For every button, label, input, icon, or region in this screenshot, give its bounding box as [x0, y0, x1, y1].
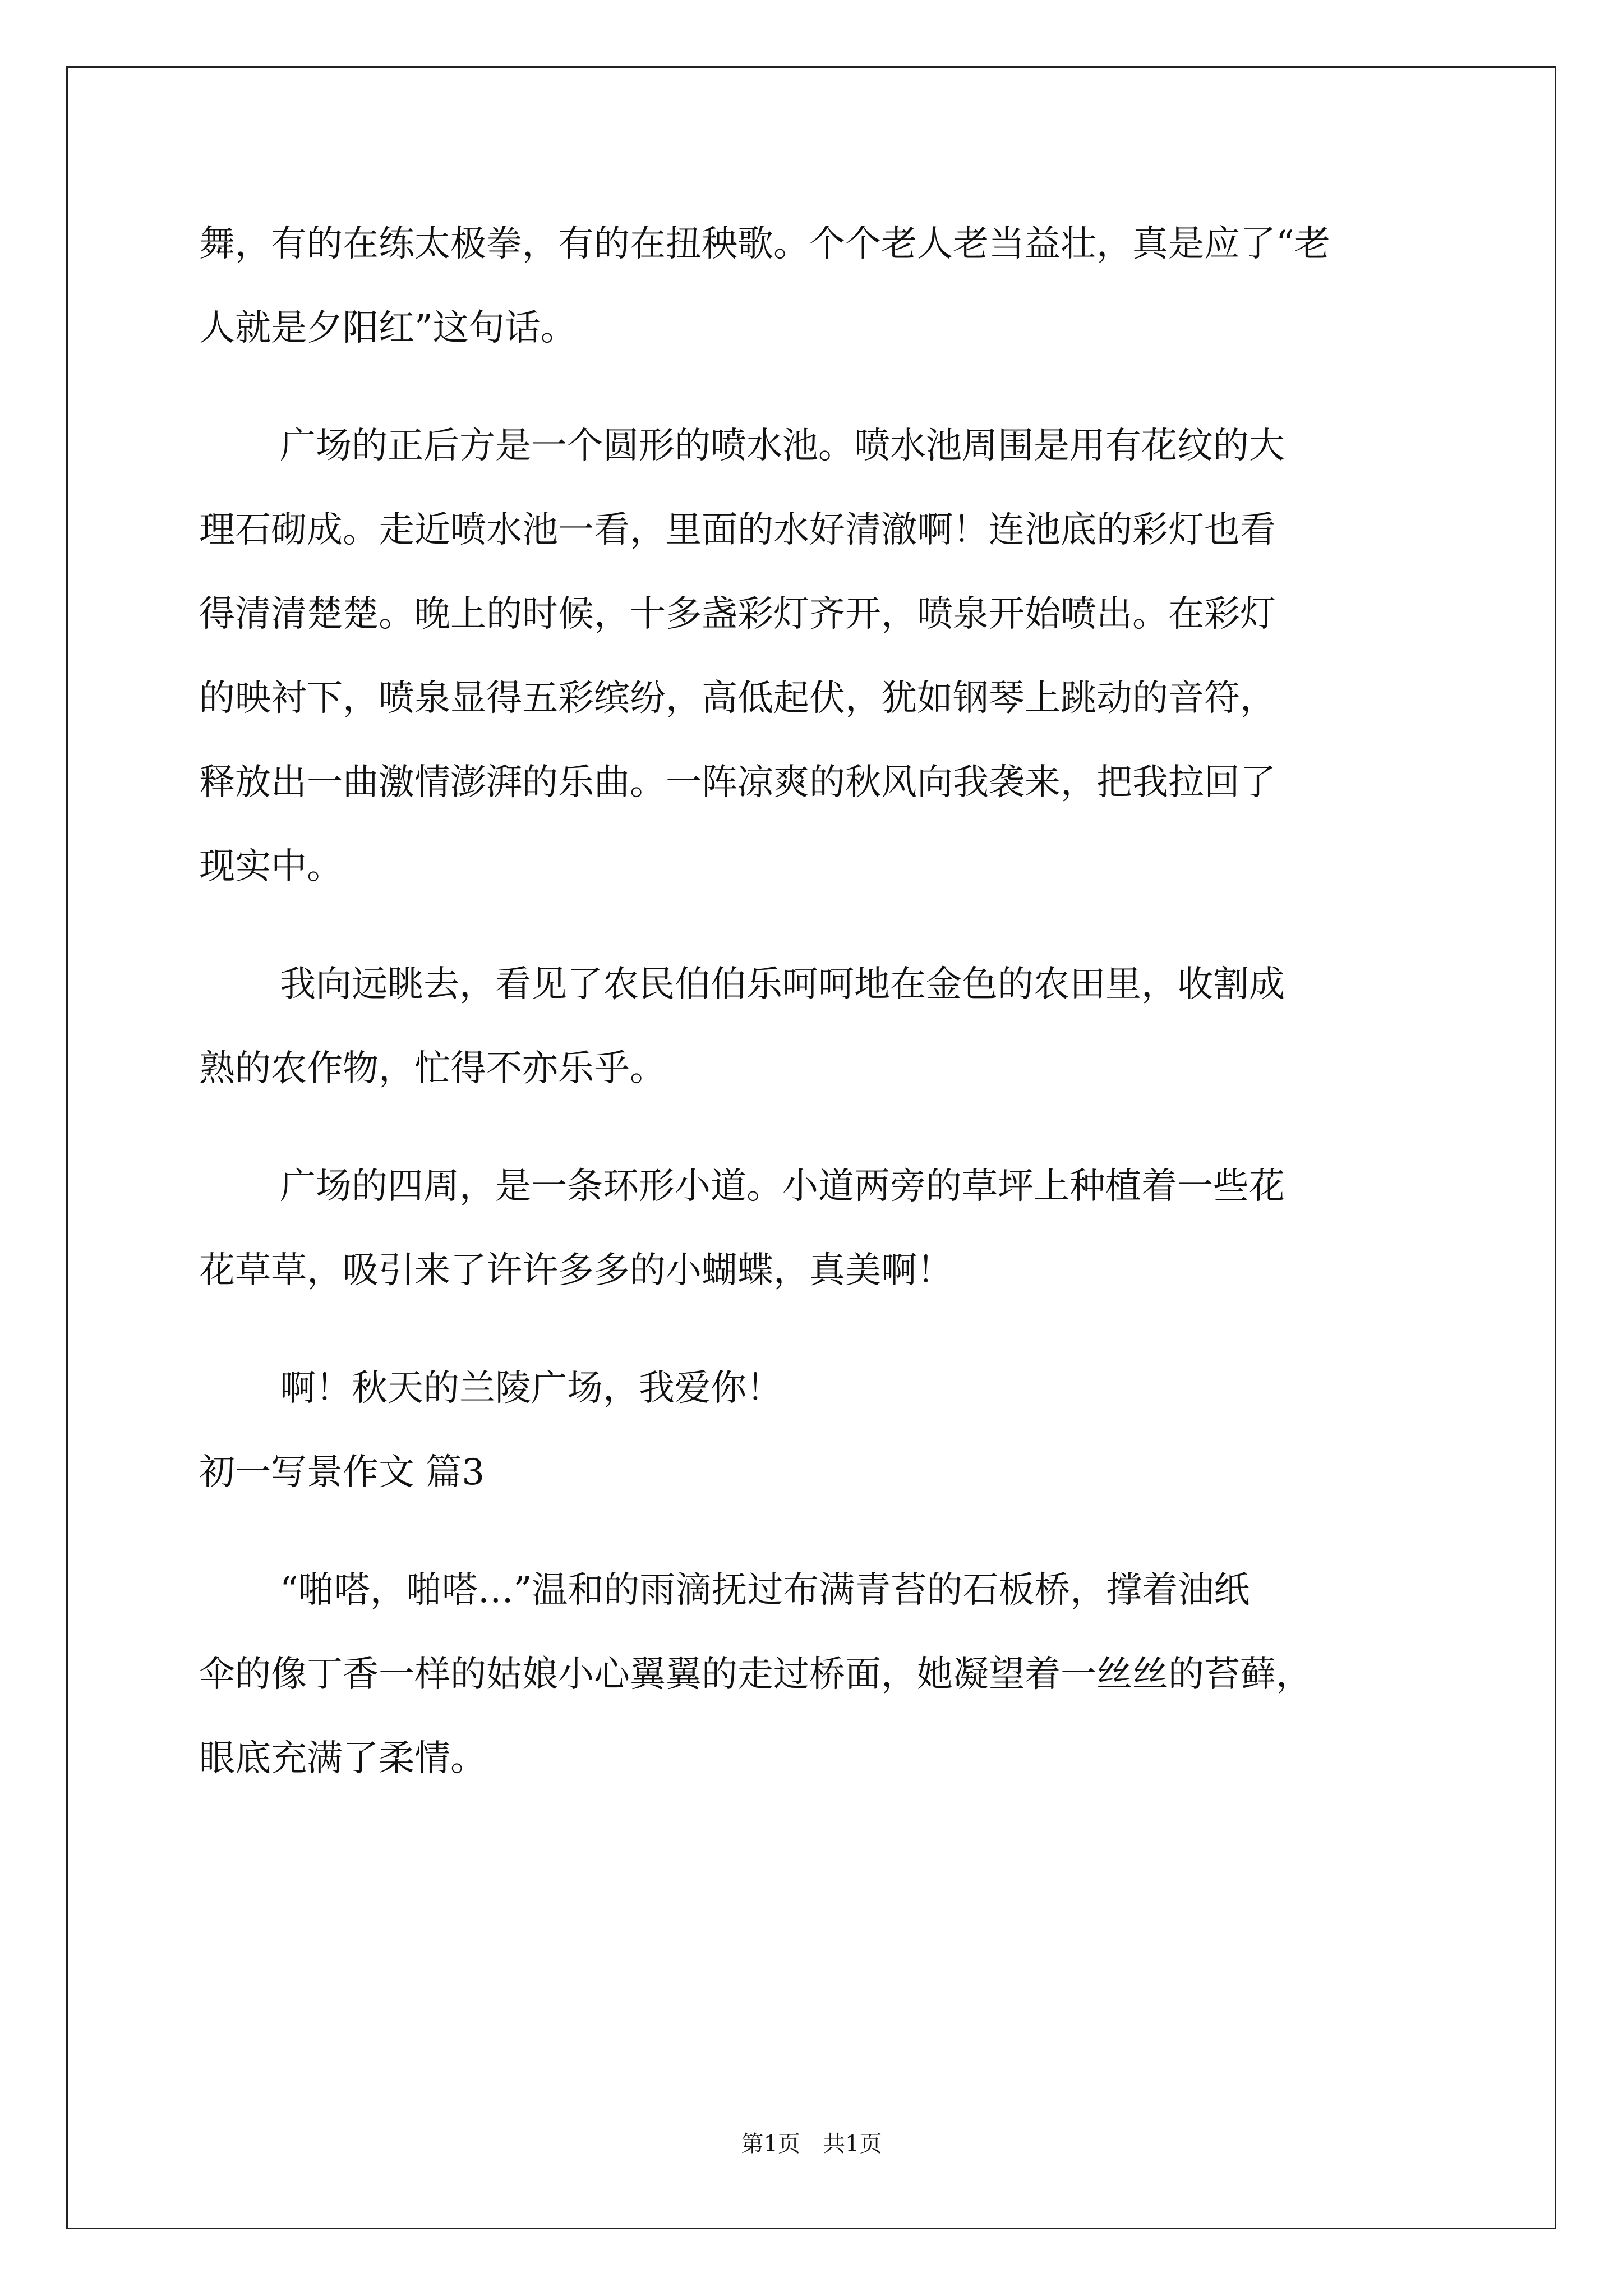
text-line: 啊！秋天的兰陵广场，我爱你！	[280, 1368, 782, 1409]
page-footer	[0, 2126, 1623, 2158]
page-number: 第1页	[741, 2131, 800, 2157]
text-line: 广场的四周，是一条环形小道。小道两旁的草坪上种植着一些花	[280, 1166, 1285, 1207]
text-line: 的映衬下，喷泉显得五彩缤纷，高低起伏，犹如钢琴上跳动的音符，	[199, 678, 1276, 719]
text-line: 花草草，吸引来了许许多多的小蝴蝶，真美啊！	[199, 1250, 953, 1291]
text-line: 眼底充满了柔情。	[199, 1738, 486, 1779]
text-line: 人就是夕阳红”这句话。	[199, 307, 577, 349]
text-line: 释放出一曲激情澎湃的乐曲。一阵凉爽的秋风向我袭来，把我拉回了	[199, 762, 1276, 803]
text-line: 伞的像丁香一样的姑娘小心翼翼的走过桥面，她凝望着一丝丝的苔藓，	[199, 1654, 1312, 1695]
text-line: 现实中。	[199, 846, 343, 887]
text-line: “啪嗒，啪嗒…”温和的雨滴抚过布满青苔的石板桥，撑着油纸	[280, 1570, 1250, 1611]
text-line: 理石砌成。走近喷水池一看，里面的水好清澈啊！连池底的彩灯也看	[199, 509, 1276, 551]
text-line: 舞，有的在练太极拳，有的在扭秧歌。个个老人老当益壮，真是应了“老	[199, 223, 1330, 265]
document-body	[199, 202, 1467, 1801]
section-heading: 初一写景作文 篇3	[199, 1452, 485, 1493]
text-line: 我向远眺去，看见了农民伯伯乐呵呵地在金色的农田里，收割成	[280, 964, 1285, 1005]
page-total: 共1页	[823, 2131, 882, 2157]
text-line: 熟的农作物，忙得不亦乐乎。	[199, 1048, 666, 1089]
text-line: 广场的正后方是一个圆形的喷水池。喷水池周围是用有花纹的大	[280, 425, 1285, 467]
text-line: 得清清楚楚。晚上的时候，十多盏彩灯齐开，喷泉开始喷出。在彩灯	[199, 593, 1276, 635]
